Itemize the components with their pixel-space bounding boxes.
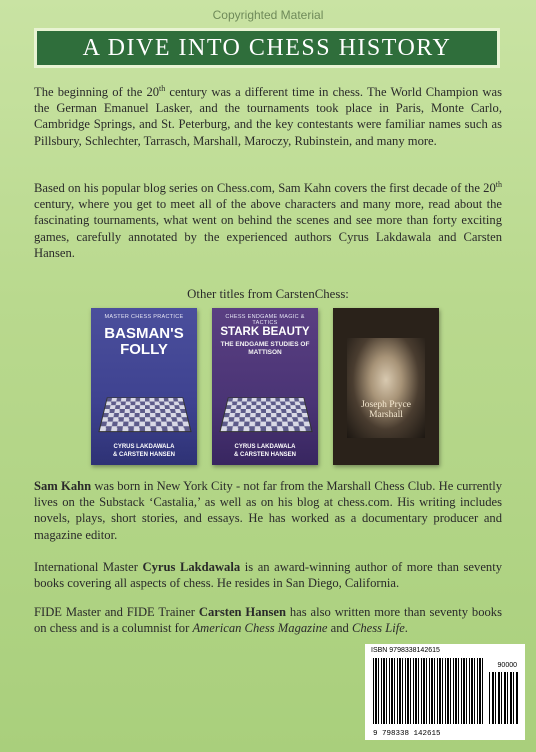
intro-text: century was a different time in chess. The World Champion was the German Emanuel Lasker, and the tournaments took place in Paris, Monte Carlo, Cambridge Springs, and St. Peterburg, and the key contestants were familiar names such as Pillsbury, Schlechter, Tarrasch, Marshall, Maroczy, Rubinstein, and many more. (34, 85, 502, 148)
banner-title: A DIVE INTO CHESS HISTORY (82, 34, 452, 61)
bio-text: and (327, 621, 352, 636)
author-line: & CARSTEN HANSEN (233, 451, 296, 458)
intro-paragraph-1 (34, 84, 502, 149)
author-line: CYRUS LAKDAWALA (234, 444, 296, 450)
price-code: 90000 (497, 662, 517, 669)
copyright-watermark: Copyrighted Material (212, 8, 324, 22)
intro-text: century, where you get to meet all of the above characters and many more, read about the fascinating tournaments, what went on behind the scenes and see more than forty exciting games, carefully annotated by the experienced authors Cyrus Lakdawala and Carsten Hansen. (34, 197, 502, 260)
bio-sam-kahn (34, 478, 502, 543)
intro-text: Based on his popular blog series on Chess.com, Sam Kahn covers the first decade of the 20 (34, 181, 496, 195)
bio-text: International Master (34, 560, 143, 574)
bio-text: is an award-winning author of more than seventy books covering all aspects of chess. He resides in San Diego, California. (34, 560, 503, 591)
book-cover-marshall (333, 308, 439, 465)
superscript: th (495, 179, 502, 189)
author-name: Cyrus Lakdawala (142, 560, 241, 574)
book-series: CHESS ENDGAME MAGIC & TACTICS (225, 314, 305, 326)
book-cover-stark-beauty (212, 308, 318, 465)
bio-text: FIDE Master and FIDE Trainer (34, 605, 199, 619)
book-title-line-1: Joseph Pryce (361, 400, 411, 410)
author-name: Carsten Hansen (198, 605, 287, 619)
barcode-digits: 9 798338 142615 (373, 730, 441, 738)
isbn-label: ISBN 9798338142615 (371, 647, 440, 654)
title-banner (34, 28, 500, 68)
magazine-name: American Chess Magazine (192, 621, 328, 636)
book-authors (91, 444, 197, 459)
book-title-line-1: BASMAN'S (104, 325, 184, 342)
chessboard-image (98, 397, 191, 432)
price-barcode-bars (489, 672, 519, 724)
bio-text: has also written more than seventy books on chess and is a columnist for (34, 605, 502, 636)
book-authors (212, 444, 318, 459)
superscript: th (159, 83, 166, 93)
book-cover-basmans-folly (91, 308, 197, 465)
barcode-bars (373, 658, 483, 724)
book-title (333, 400, 439, 420)
intro-text: The beginning of the 20 (34, 85, 160, 99)
other-titles-heading: Other titles from CarstenChess: (187, 287, 349, 301)
book-series: MASTER CHESS PRACTICE (104, 314, 184, 320)
book-subtitle: THE ENDGAME STUDIES OF MATTISON (220, 341, 310, 356)
author-line: & CARSTEN HANSEN (112, 451, 175, 458)
author-name: Sam Kahn (34, 479, 92, 493)
book-title: STARK BEAUTY (220, 326, 310, 338)
author-line: CYRUS LAKDAWALA (113, 444, 175, 450)
chessboard-image (219, 397, 312, 432)
isbn-barcode (365, 644, 525, 740)
book-title-line-2: FOLLY (120, 341, 168, 358)
bio-text: . (404, 621, 408, 636)
book-title-line-2: Marshall (369, 410, 403, 420)
portrait-image (347, 338, 425, 438)
bio-carsten-hansen (34, 604, 502, 636)
intro-paragraph-2 (34, 180, 502, 261)
bio-cyrus-lakdawala (34, 559, 502, 591)
magazine-name: Chess Life (351, 621, 405, 636)
bio-text: was born in New York City - not far from the Marshall Chess Club. He currently lives on the Substack ‘Castalia,’ as well as on his blog at chess.com. His writing includes novels, plays, short stories, and essays. He has worked as a documentary producer and magazine editor. (34, 479, 502, 542)
